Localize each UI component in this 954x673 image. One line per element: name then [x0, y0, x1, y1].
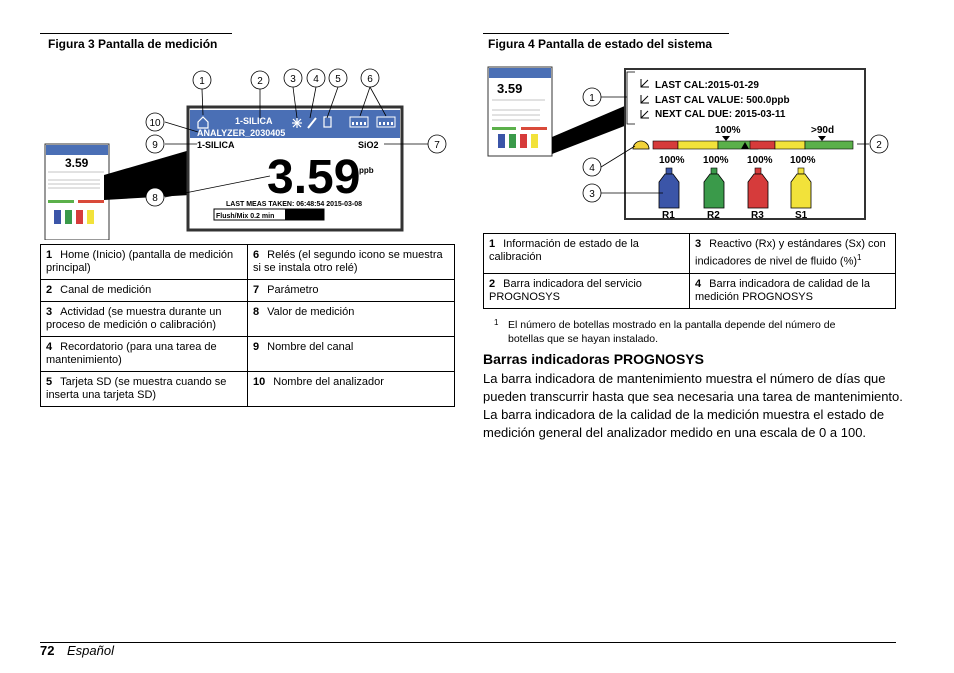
fig3-top-rule — [40, 33, 232, 34]
svg-text:10: 10 — [149, 118, 161, 129]
svg-text:100%: 100% — [747, 155, 773, 166]
fig4-quality-pct: 100% — [715, 125, 741, 136]
svg-text:4: 4 — [313, 74, 319, 85]
fig3-status: Flush/Mix 0.2 min — [216, 213, 275, 220]
section-heading: Barras indicadoras PROGNOSYS — [483, 351, 704, 367]
figure3-title: Figura 3 Pantalla de medición — [48, 37, 218, 51]
svg-text:R2: R2 — [707, 210, 720, 221]
svg-text:100%: 100% — [659, 155, 685, 166]
fig3-channel: 1-SILICA — [235, 116, 273, 126]
figure3-illustration — [40, 60, 460, 240]
footer-rule — [40, 642, 896, 643]
table-row: 5 Tarjeta SD (se muestra cuando se inserta una tarjeta SD) 10 Nombre del analizador — [41, 372, 455, 407]
fig4-next-cal-due: NEXT CAL DUE: 2015-03-11 — [655, 109, 786, 120]
svg-text:100%: 100% — [790, 155, 816, 166]
fig4-thumbnail — [488, 67, 552, 156]
svg-text:2: 2 — [876, 140, 882, 151]
footer-language: Español — [67, 643, 114, 658]
activity-icon — [292, 118, 302, 128]
svg-text:R1: R1 — [662, 210, 675, 221]
svg-text:1: 1 — [589, 93, 595, 104]
svg-text:3.59: 3.59 — [65, 156, 89, 170]
svg-text:100%: 100% — [703, 155, 729, 166]
svg-text:6: 6 — [367, 74, 373, 85]
footnote-text: El número de botellas mostrado en la pantalla depende del número de botellas que se hayan instalado. — [508, 319, 836, 345]
table-row: 2 Canal de medición 7 Parámetro — [41, 280, 455, 302]
svg-text:8: 8 — [152, 193, 158, 204]
fig4-top-rule — [483, 33, 729, 34]
figure3-legend-table — [40, 244, 455, 407]
svg-text:S1: S1 — [795, 210, 808, 221]
figure4-title: Figura 4 Pantalla de estado del sistema — [488, 37, 713, 51]
svg-text:1: 1 — [199, 76, 205, 87]
fig3-thumbnail — [45, 144, 109, 240]
fig3-unit: ppb — [359, 166, 374, 175]
page-number: 72 — [40, 643, 55, 658]
svg-text:4: 4 — [589, 163, 595, 174]
table-row: 1 Información de estado de la calibración 3 Reactivo (Rx) y estándares (Sx) con indicadores de nivel de fluido (%)$^1$ — [484, 234, 896, 274]
fig4-last-cal: LAST CAL:2015-01-29 — [655, 80, 759, 91]
svg-text:R3: R3 — [751, 210, 764, 221]
footnote — [494, 318, 874, 346]
fig3-parameter: SiO2 — [358, 140, 379, 150]
svg-text:5: 5 — [335, 74, 341, 85]
fig4-last-cal-value: LAST CAL VALUE: 500.0ppb — [655, 95, 790, 106]
fig3-last-meas: LAST MEAS TAKEN: 06:48:54 2015-03-08 — [226, 201, 363, 208]
table-row: 1 Home (Inicio) (pantalla de medición principal) 6 Relés (el segundo icono se muestra si se instala otro relé) — [41, 245, 455, 280]
svg-text:2: 2 — [257, 76, 263, 87]
fig4-zoom-wedge — [552, 105, 627, 154]
fig3-analyzer-name: ANALYZER_2030405 — [197, 128, 286, 138]
fig3-channel-name: 1-SILICA — [197, 140, 235, 150]
svg-text:3.59: 3.59 — [497, 81, 523, 96]
table-row: 3 Actividad (se muestra durante un proceso de medición o calibración) 8 Valor de medición — [41, 302, 455, 337]
fig4-service-days: >90d — [811, 125, 835, 136]
fig3-measurement-value: 3.59 — [267, 151, 361, 204]
section-body: La barra indicadora de mantenimiento muestra el número de días que pueden transcurrir hasta que sea necesaria una tarea de mantenimiento. La barra indicadora de la calidad de la medición muestra el estado de medición general del analizador medido en una escala de 0 a 100. — [483, 371, 903, 440]
table-row: 2 Barra indicadora del servicio PROGNOSYS 4 Barra indicadora de calidad de la medición PROGNOSYS — [484, 273, 896, 308]
svg-text:7: 7 — [434, 140, 440, 151]
svg-text:3: 3 — [290, 74, 296, 85]
table-row: 4 Recordatorio (para una tarea de mantenimiento) 9 Nombre del canal — [41, 337, 455, 372]
figure4-illustration — [485, 62, 895, 227]
svg-text:3: 3 — [589, 189, 595, 200]
figure4-legend-table — [483, 233, 896, 309]
footnote-mark: 1 — [494, 318, 499, 327]
svg-text:9: 9 — [152, 140, 158, 151]
